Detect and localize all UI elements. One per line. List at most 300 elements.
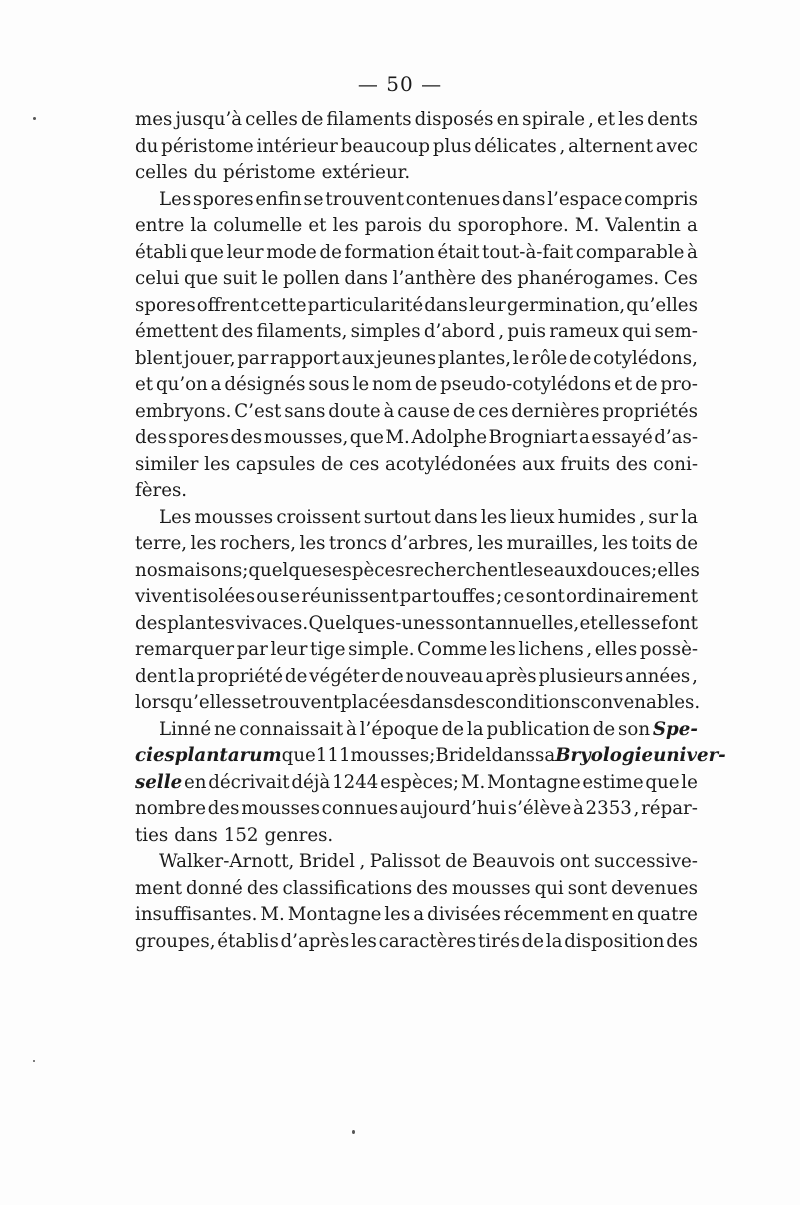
word: suit <box>222 268 258 289</box>
word: cause <box>397 400 451 422</box>
text-line <box>135 213 698 240</box>
word: mousses <box>451 877 531 899</box>
word: répar- <box>641 798 698 819</box>
word: elles <box>597 612 641 634</box>
word: cette <box>260 294 307 316</box>
word: dans <box>434 506 478 528</box>
word: recherchent <box>404 559 518 581</box>
word: plusieurs <box>538 665 624 687</box>
word: réunissent <box>301 586 399 607</box>
word: des <box>246 877 279 899</box>
word: du <box>193 162 218 183</box>
word: croissent <box>276 506 361 528</box>
word: par <box>399 586 431 607</box>
word: qu’on <box>155 374 208 395</box>
word: mousses <box>241 798 320 819</box>
word: de <box>569 347 592 369</box>
word: rameux <box>549 321 619 342</box>
word: selle <box>135 771 183 793</box>
word: aujourd’hui <box>399 798 506 819</box>
word: jusqu’à <box>175 109 243 130</box>
word: donné <box>186 877 243 899</box>
word: beaucoup <box>340 135 431 157</box>
text-line <box>135 160 698 187</box>
word: aux <box>522 453 555 475</box>
word: désignés <box>224 374 306 395</box>
word: entre <box>135 215 185 236</box>
word: coni- <box>653 453 698 475</box>
word: en <box>183 771 207 793</box>
word: spores <box>168 427 229 448</box>
word: dans <box>424 294 468 316</box>
word: Walker-Arnott, <box>159 851 295 872</box>
word: ties <box>135 824 169 846</box>
word: disposés <box>414 109 494 130</box>
word: propriété <box>196 665 284 687</box>
word: sont <box>445 612 485 634</box>
word: M. <box>385 427 410 448</box>
word: connues <box>321 798 399 819</box>
word: et <box>614 374 633 395</box>
word: possè- <box>639 639 698 660</box>
word: embryons. <box>135 400 232 422</box>
word: qu’elles <box>626 294 698 316</box>
word: s’élève <box>507 798 572 819</box>
word: essayé <box>591 427 653 448</box>
word: sur <box>648 506 679 528</box>
word: à <box>346 718 357 740</box>
word: terre, <box>135 533 188 554</box>
word: Montagne <box>287 904 382 925</box>
word: la <box>178 665 195 687</box>
word: columelle <box>213 215 303 236</box>
word: plus <box>432 135 472 157</box>
word: l’espace <box>547 188 623 210</box>
word: spirale <box>522 109 586 130</box>
word: alternent <box>568 135 654 157</box>
word: propriétés <box>602 400 698 422</box>
word: végéter <box>309 665 380 687</box>
word: tout-à-fait <box>482 241 574 263</box>
word: quelques <box>248 559 332 581</box>
word: lorsqu’elles <box>135 692 242 713</box>
word: et <box>579 612 598 634</box>
word: des <box>230 427 263 448</box>
word: remarquer <box>135 639 235 660</box>
word: et <box>597 109 616 130</box>
word: des <box>615 453 648 475</box>
word: et <box>308 215 327 236</box>
word: mousses <box>194 506 274 528</box>
word: péristome <box>223 162 316 183</box>
word: son <box>618 718 651 740</box>
word: font <box>661 612 698 634</box>
word: dents <box>647 109 698 130</box>
word: en <box>611 904 634 925</box>
word: troncs <box>328 533 388 554</box>
word: , <box>588 109 594 130</box>
word: fères. <box>135 480 188 501</box>
word: des <box>221 321 254 342</box>
word: que <box>281 745 316 766</box>
word: 1244 <box>332 771 379 793</box>
word: successive- <box>594 851 698 872</box>
word: de <box>521 930 545 952</box>
word: le <box>352 374 370 395</box>
word: plantes, <box>437 347 512 369</box>
word: Bryologie <box>555 745 654 766</box>
word: la <box>466 718 484 740</box>
paper-speck <box>33 117 36 120</box>
word: cotylédons, <box>593 347 698 369</box>
word: lichens <box>518 639 584 660</box>
word: les <box>477 533 504 554</box>
text-line <box>135 399 698 426</box>
word: dernières <box>511 400 600 422</box>
word: était <box>437 241 480 263</box>
word: spores <box>192 188 254 210</box>
word: plantes <box>167 612 235 634</box>
word: classifications <box>282 877 413 899</box>
word: touffes <box>432 586 495 607</box>
text-line <box>135 770 698 797</box>
word: capsules <box>235 453 316 475</box>
word: espèces <box>331 559 405 581</box>
word: mode <box>266 241 317 263</box>
text-line <box>135 929 698 956</box>
text-line <box>135 531 698 558</box>
word: des <box>207 798 240 819</box>
word: ; <box>429 745 436 766</box>
word: d’arbres, <box>390 533 474 554</box>
word: les <box>489 639 516 660</box>
word: celles <box>245 109 298 130</box>
word: quatre <box>636 904 698 925</box>
word: trouvent <box>261 692 341 713</box>
word: Bridel <box>435 745 492 766</box>
word: murailles, <box>506 533 599 554</box>
word: lieux <box>510 506 555 528</box>
word: tirés <box>477 930 520 952</box>
word: le <box>512 347 530 369</box>
word: particularité <box>307 294 424 316</box>
word: publication <box>486 718 590 740</box>
word: de <box>284 665 308 687</box>
word: rochers, <box>219 533 297 554</box>
text-line <box>135 240 698 267</box>
word: Les <box>159 506 192 528</box>
word: Ces <box>663 268 698 289</box>
word: mousses <box>350 745 430 766</box>
word: elles <box>657 559 700 581</box>
word: , <box>498 321 505 342</box>
word: formation <box>344 241 435 263</box>
word: ces <box>478 400 509 422</box>
word: doute <box>328 400 381 422</box>
word: rôle <box>531 347 568 369</box>
word: divisées <box>427 904 501 925</box>
word: 152 <box>223 824 259 846</box>
word: de <box>635 374 658 395</box>
word: C’est <box>234 400 282 422</box>
word: Brogniart <box>488 427 578 448</box>
word: maisons <box>167 559 243 581</box>
word: , <box>633 798 640 819</box>
text-line <box>135 902 698 929</box>
word: des <box>480 268 513 289</box>
word: les <box>384 904 411 925</box>
text-line <box>135 849 698 876</box>
word: cies <box>135 745 175 766</box>
body-text <box>135 107 726 955</box>
word: disposition <box>564 930 665 952</box>
word: toits <box>631 533 673 554</box>
word: celles <box>135 162 188 183</box>
word: sem- <box>654 321 698 342</box>
word: Bridel <box>298 851 355 872</box>
word: annuelles, <box>484 612 580 634</box>
word: les <box>517 559 543 581</box>
word: surtout <box>363 506 431 528</box>
word: la <box>545 930 563 952</box>
word: d’après <box>280 930 350 952</box>
word: délicates <box>474 135 557 157</box>
text-line <box>135 717 698 744</box>
word: vivent <box>135 586 192 607</box>
word: ment <box>135 877 183 899</box>
word: jeunes <box>376 347 437 369</box>
word: phanérogames. <box>517 268 660 289</box>
word: Quelques-unes <box>308 612 445 634</box>
word: celui <box>135 268 180 289</box>
word: conditions <box>484 692 581 713</box>
word: se <box>303 188 324 210</box>
word: les <box>190 533 217 554</box>
text-line <box>135 584 698 611</box>
word: sont <box>525 586 565 607</box>
word: de <box>452 400 476 422</box>
word: leur <box>226 241 264 263</box>
text-line <box>135 107 698 134</box>
word: simple. <box>348 639 415 660</box>
word: de <box>445 851 468 872</box>
word: intérieur <box>256 135 338 157</box>
word: les <box>618 109 645 130</box>
text-line <box>135 452 698 479</box>
word: contenues <box>405 188 501 210</box>
word: après <box>485 665 537 687</box>
word: extérieur. <box>321 162 411 183</box>
word: dent <box>135 665 177 687</box>
word: M. <box>260 904 285 925</box>
word: des <box>135 612 167 634</box>
word: les <box>350 930 377 952</box>
word: ce <box>503 586 525 607</box>
word: décrivait <box>208 771 290 793</box>
text-line <box>135 478 698 505</box>
word: pro- <box>660 374 698 395</box>
word: se <box>241 692 262 713</box>
word: avec <box>655 135 698 157</box>
word: offrent <box>196 294 260 316</box>
word: Les <box>159 188 192 210</box>
word: univer- <box>653 745 726 766</box>
word: convenables. <box>580 692 701 713</box>
text-line <box>135 187 698 214</box>
word: dans <box>344 268 388 289</box>
word: que <box>645 771 680 793</box>
word: les <box>480 506 507 528</box>
text-line <box>135 611 698 638</box>
text-line <box>135 134 698 161</box>
word: le <box>261 268 279 289</box>
word: des <box>416 877 448 899</box>
word: dans <box>491 745 535 766</box>
word: de <box>441 718 465 740</box>
word: ne <box>213 718 237 740</box>
text-line <box>135 505 698 532</box>
word: ; <box>496 586 503 607</box>
word: nombre <box>135 798 207 819</box>
text-line <box>135 558 698 585</box>
word: que <box>349 427 384 448</box>
word: en <box>496 109 520 130</box>
word: déjà <box>291 771 331 793</box>
word: simples <box>350 321 421 342</box>
text-line <box>135 690 701 717</box>
word: humides <box>557 506 636 528</box>
word: mes <box>135 109 173 130</box>
text-line <box>135 823 698 850</box>
word: , <box>692 665 698 687</box>
word: établis <box>217 930 279 952</box>
word: pollen <box>283 268 340 289</box>
word: Montagne <box>487 771 581 793</box>
word: nouveau <box>405 665 484 687</box>
word: qui <box>534 877 564 899</box>
word: Spe- <box>652 718 698 740</box>
word: d’abord <box>423 321 496 342</box>
word: les <box>601 533 628 554</box>
word: plantarum <box>174 745 282 766</box>
word: filaments, <box>256 321 348 342</box>
word: germination, <box>506 294 626 316</box>
word: tige <box>310 639 346 660</box>
word: similer <box>135 453 199 475</box>
word: les <box>332 215 359 236</box>
word: de <box>319 241 342 263</box>
word: 2353 <box>585 798 632 819</box>
word: enfin <box>255 188 302 210</box>
word: de <box>321 453 344 475</box>
word: Adolphe <box>411 427 487 448</box>
word: connaissait <box>239 718 344 740</box>
word: à <box>687 241 698 263</box>
word: M. <box>574 215 600 236</box>
word: Valentin <box>605 215 681 236</box>
word: et <box>135 374 154 395</box>
word: Beauvois <box>472 851 556 872</box>
word: jouer, <box>183 347 236 369</box>
text-line <box>135 876 698 903</box>
word: pseudo-cotylédons <box>440 374 612 395</box>
word: qui <box>622 321 652 342</box>
text-line <box>135 664 698 691</box>
word: espèces; <box>380 771 460 793</box>
word: établi <box>135 241 188 263</box>
word: blent <box>135 347 183 369</box>
word: péristome <box>161 135 254 157</box>
word: se <box>280 586 301 607</box>
word: a <box>413 904 425 925</box>
word: nom <box>372 374 412 395</box>
word: dans <box>501 188 546 210</box>
word: de <box>300 109 324 130</box>
word: isolées <box>192 586 256 607</box>
text-line <box>135 796 698 823</box>
word: sa <box>535 745 556 766</box>
word: trouvent <box>325 188 405 210</box>
word: le <box>681 771 698 793</box>
word: années <box>625 665 691 687</box>
page-number: — 50 — <box>357 72 443 96</box>
word: de <box>381 665 404 687</box>
word: aux <box>341 347 375 369</box>
text-line <box>135 637 698 664</box>
word: leur <box>270 639 308 660</box>
word: de <box>414 374 438 395</box>
word: les <box>299 533 326 554</box>
word: leur <box>468 294 506 316</box>
word: des <box>453 692 485 713</box>
word: Palissot <box>369 851 441 872</box>
word: elles <box>594 639 638 660</box>
word: parois <box>364 215 422 236</box>
word: dans <box>409 692 454 713</box>
word: des <box>135 427 167 448</box>
text-line <box>135 372 698 399</box>
word: de <box>592 718 616 740</box>
word: ; <box>242 559 249 581</box>
word: compris <box>624 188 698 210</box>
word: par <box>237 347 269 369</box>
word: , <box>559 135 566 157</box>
word: se <box>640 612 661 634</box>
word: a <box>579 427 590 448</box>
word: nos <box>135 559 167 581</box>
text-line <box>135 425 698 452</box>
word: Comme <box>417 639 488 660</box>
paper-speck <box>33 1060 35 1062</box>
word: 111 <box>315 745 351 766</box>
word: des <box>666 930 698 952</box>
word: par <box>236 639 268 660</box>
word: rapport <box>270 347 340 369</box>
word: estime <box>582 771 644 793</box>
word: a <box>687 215 698 236</box>
word: que <box>189 241 224 263</box>
word: genres. <box>264 824 334 846</box>
word: d’as- <box>654 427 698 448</box>
word: l’époque <box>359 718 439 740</box>
word: émettent <box>135 321 219 342</box>
word: , <box>639 506 646 528</box>
word: Linné <box>159 718 212 740</box>
word: récemment <box>503 904 609 925</box>
word: l’anthère <box>392 268 477 289</box>
word: placées <box>340 692 410 713</box>
word: , <box>359 851 366 872</box>
